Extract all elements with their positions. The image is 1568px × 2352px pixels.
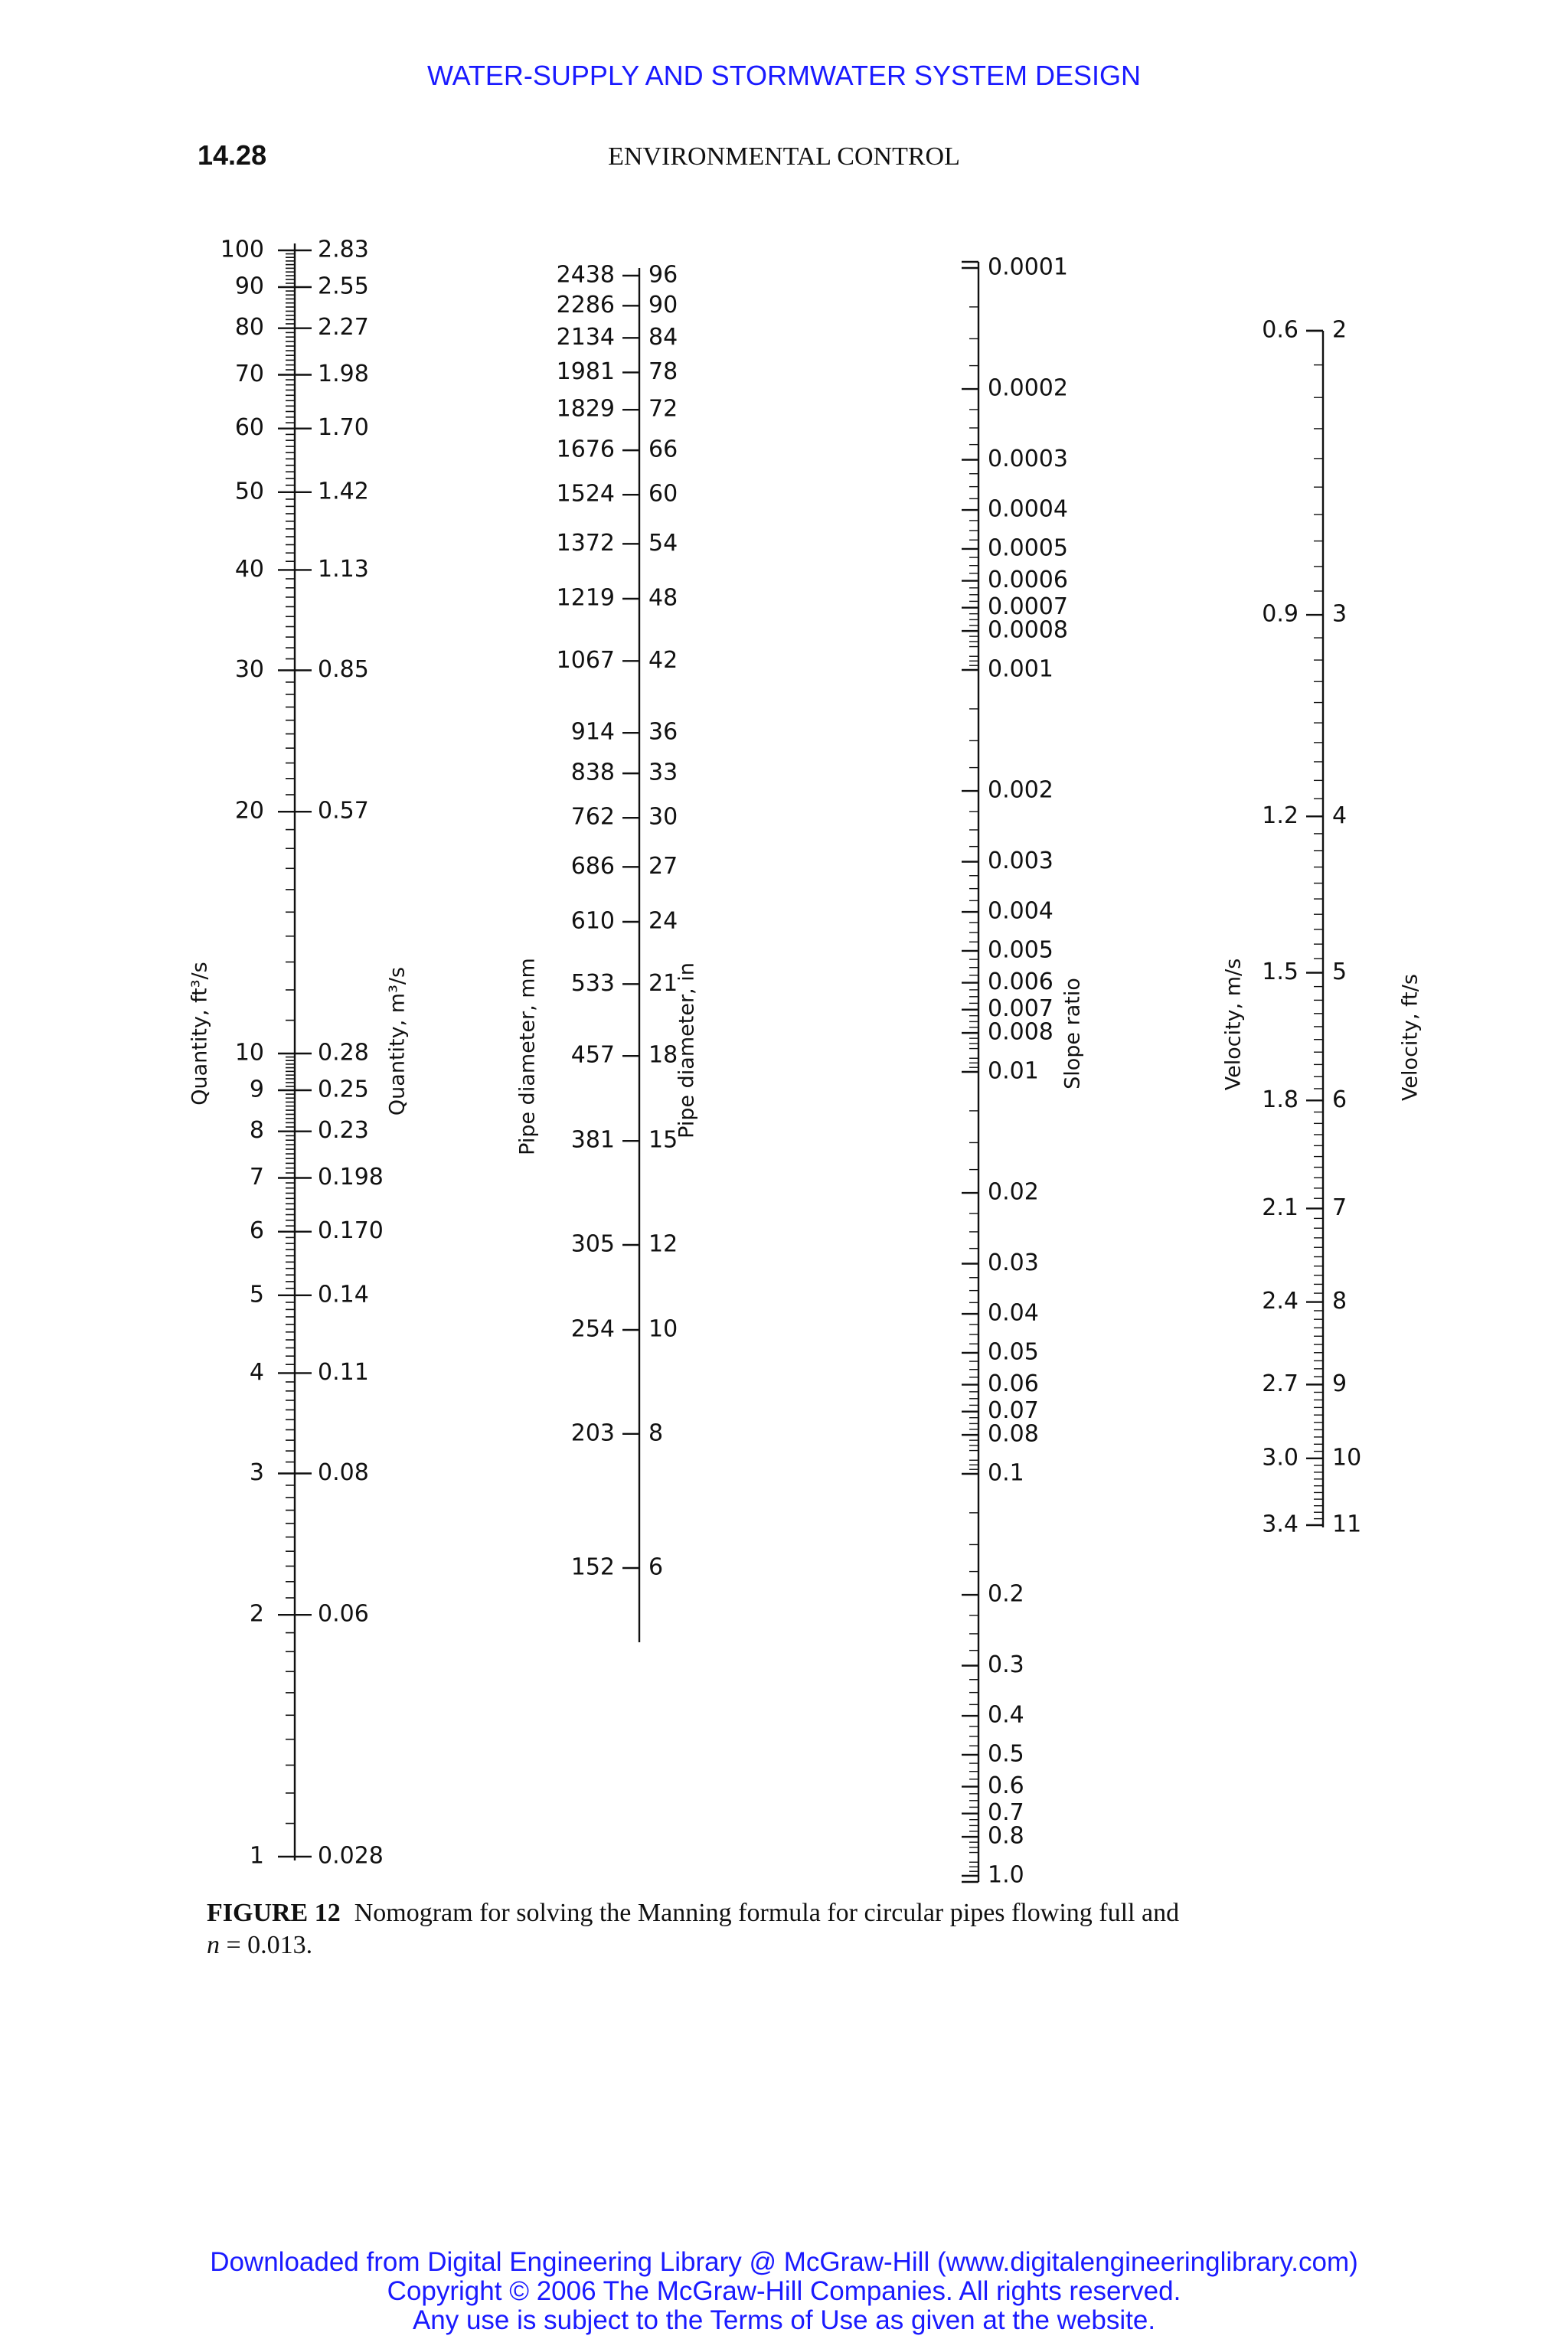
quantity-ft3s-tick-label: 1	[249, 1842, 264, 1870]
quantity-m3s-tick-label: 2.83	[318, 236, 369, 263]
velocity-ms-tick-label: 2.1	[1262, 1194, 1298, 1221]
slope-tick-label: 0.06	[988, 1370, 1039, 1398]
quantity-ft3s-tick-label: 4	[249, 1358, 264, 1386]
quantity-m3s-tick-label: 0.14	[318, 1281, 369, 1308]
pipe-diameter-mm-tick-label: 533	[570, 969, 615, 997]
velocity-fts-tick-label: 7	[1332, 1194, 1348, 1221]
velocity-ms-tick-label: 1.5	[1262, 958, 1298, 985]
slope-tick-label: 0.007	[988, 995, 1054, 1023]
footer-line-3: Any use is subject to the Terms of Use as given at the website.	[412, 2305, 1156, 2335]
slope-tick-label: 0.01	[988, 1057, 1039, 1085]
quantity-ft3s-tick-label: 20	[234, 797, 264, 825]
quantity-m3s-tick-label: 0.28	[318, 1039, 369, 1067]
pipe-diameter-in-axis-title: Pipe diameter, in	[675, 962, 699, 1138]
slope-tick-label: 0.0004	[988, 495, 1068, 523]
pipe-diameter-in-tick-label: 90	[648, 291, 678, 318]
slope-tick-label: 0.0003	[988, 445, 1068, 472]
figure-label: FIGURE 12	[207, 1899, 341, 1927]
pipe-diameter-mm-tick-label: 1676	[556, 436, 615, 463]
quantity-ft3s-tick-label: 3	[249, 1459, 264, 1486]
pipe-diameter-mm-tick-label: 381	[570, 1126, 615, 1154]
quantity-ft3s-tick-label: 40	[234, 555, 264, 583]
quantity-m3s-tick-label: 2.55	[318, 273, 369, 300]
figure-caption-text: Nomogram for solving the Manning formula for circular pipes flowing full and	[354, 1899, 1180, 1927]
pipe-diameter-in-tick-label: 60	[648, 480, 678, 508]
slope-tick-label: 0.005	[988, 936, 1054, 964]
footer	[0, 2248, 1568, 2335]
velocity-fts-tick-label: 11	[1332, 1511, 1362, 1538]
slope-tick-label: 0.001	[988, 655, 1054, 683]
pipe-diameter-mm-tick-label: 2286	[556, 291, 615, 318]
pipe-diameter-mm-tick-label: 457	[570, 1041, 615, 1069]
quantity-m3s-tick-label: 0.57	[318, 797, 369, 825]
pipe-diameter-in-tick-label: 12	[648, 1230, 678, 1258]
quantity-ft3s-tick-label: 60	[234, 414, 264, 442]
pipe-diameter-mm-tick-label: 762	[570, 803, 615, 831]
pipe-diameter-in-tick-label: 84	[648, 323, 678, 351]
quantity-m3s-tick-label: 0.198	[318, 1163, 384, 1191]
pipe-diameter-in-tick-label: 96	[648, 261, 678, 289]
slope-tick-label: 0.0007	[988, 593, 1068, 621]
quantity-ft3s-tick-label: 100	[220, 236, 264, 263]
velocity-fts-axis-title: Velocity, ft/s	[1398, 974, 1423, 1101]
quantity-m3s-tick-label: 0.25	[318, 1076, 369, 1103]
quantity-m3s-tick-label: 0.11	[318, 1358, 369, 1386]
quantity-m3s-tick-label: 0.85	[318, 655, 369, 683]
quantity-ft3s-tick-label: 70	[234, 360, 264, 387]
velocity-fts-tick-label: 6	[1332, 1086, 1348, 1113]
slope-tick-label: 0.008	[988, 1018, 1054, 1046]
pipe-diameter-in-tick-label: 21	[648, 969, 678, 997]
pipe-diameter-mm-axis-title: Pipe diameter, mm	[515, 958, 540, 1155]
slope-tick-label: 0.5	[988, 1740, 1024, 1768]
quantity-ft3s-axis-title: Quantity, ft³/s	[188, 962, 212, 1106]
pipe-diameter-in-tick-label: 27	[648, 852, 678, 880]
pipe-diameter-mm-tick-label: 1067	[556, 646, 615, 674]
velocity-fts-tick-label: 2	[1332, 316, 1348, 344]
pipe-diameter-mm-tick-label: 610	[570, 907, 615, 935]
pipe-diameter-mm-tick-label: 1372	[556, 529, 615, 557]
velocity-ms-tick-label: 3.0	[1262, 1444, 1298, 1472]
velocity-ms-axis-title: Velocity, m/s	[1221, 958, 1246, 1091]
quantity-ft3s-tick-label: 7	[249, 1163, 264, 1191]
footer-line-1: Downloaded from Digital Engineering Library @ McGraw-Hill (www.digitalengineeringlibrary.com)	[210, 2247, 1358, 2277]
velocity-ms-tick-label: 2.7	[1262, 1370, 1298, 1397]
slope-tick-label: 0.03	[988, 1249, 1039, 1276]
quantity-ft3s-tick-label: 5	[249, 1281, 264, 1308]
quantity-ft3s-tick-label: 8	[249, 1117, 264, 1145]
quantity-ft3s-tick-label: 2	[249, 1600, 264, 1628]
slope-tick-label: 0.07	[988, 1397, 1039, 1425]
pipe-diameter-in-tick-label: 10	[648, 1315, 678, 1343]
slope-tick-label: 0.6	[988, 1772, 1024, 1800]
velocity-fts-tick-label: 3	[1332, 600, 1348, 628]
chapter-banner: WATER-SUPPLY AND STORMWATER SYSTEM DESIGN	[426, 60, 1142, 91]
slope-tick-label: 0.004	[988, 897, 1054, 925]
pipe-diameter-mm-tick-label: 914	[570, 718, 615, 746]
slope-tick-label: 0.05	[988, 1338, 1039, 1366]
pipe-diameter-mm-tick-label: 152	[570, 1553, 615, 1581]
pipe-diameter-mm-tick-label: 838	[570, 759, 615, 786]
pipe-diameter-in-tick-label: 30	[648, 803, 678, 831]
pipe-diameter-mm-tick-label: 1829	[556, 395, 615, 423]
quantity-ft3s-tick-label: 50	[234, 478, 264, 505]
quantity-ft3s-tick-label: 9	[249, 1076, 264, 1103]
pipe-diameter-in-tick-label: 48	[648, 584, 678, 612]
slope-tick-label: 0.4	[988, 1701, 1024, 1729]
running-head: ENVIRONMENTAL CONTROL	[608, 142, 960, 171]
pipe-diameter-in-tick-label: 24	[648, 907, 678, 935]
quantity-ft3s-tick-label: 6	[249, 1217, 264, 1245]
page-number: 14.28	[198, 139, 267, 171]
velocity-fts-tick-label: 5	[1332, 958, 1348, 985]
pipe-diameter-mm-tick-label: 1524	[556, 480, 615, 508]
pipe-diameter-mm-tick-label: 305	[570, 1230, 615, 1258]
quantity-m3s-tick-label: 0.23	[318, 1117, 369, 1145]
quantity-m3s-tick-label: 1.13	[318, 555, 369, 583]
pipe-diameter-in-tick-label: 15	[648, 1126, 678, 1154]
slope-tick-label: 0.0001	[988, 253, 1068, 281]
pipe-diameter-in-tick-label: 72	[648, 395, 678, 423]
pipe-diameter-mm-tick-label: 2438	[556, 261, 615, 289]
quantity-m3s-tick-label: 0.08	[318, 1459, 369, 1486]
velocity-ms-tick-label: 3.4	[1262, 1511, 1298, 1538]
slope-tick-label: 0.002	[988, 776, 1054, 804]
pipe-diameter-in-tick-label: 66	[648, 436, 678, 463]
velocity-ms-tick-label: 1.2	[1262, 802, 1298, 829]
velocity-ms-tick-label: 0.6	[1262, 316, 1298, 344]
pipe-diameter-mm-tick-label: 2134	[556, 323, 615, 351]
slope-tick-label: 0.003	[988, 847, 1054, 874]
quantity-m3s-tick-label: 1.98	[318, 360, 369, 387]
pipe-diameter-in-tick-label: 18	[648, 1041, 678, 1069]
slope-axis-title: Slope ratio	[1060, 978, 1085, 1089]
caption-variable: n	[207, 1931, 220, 1959]
pipe-diameter-in-tick-label: 8	[648, 1419, 664, 1447]
quantity-ft3s-tick-label: 30	[234, 655, 264, 683]
pipe-diameter-mm-tick-label: 203	[570, 1419, 615, 1447]
quantity-ft3s-tick-label: 10	[234, 1039, 264, 1067]
quantity-m3s-tick-label: 1.42	[318, 478, 369, 505]
slope-tick-label: 0.0008	[988, 616, 1068, 644]
slope-tick-label: 0.3	[988, 1651, 1024, 1678]
figure-caption	[207, 1897, 1363, 1962]
pipe-diameter-in-tick-label: 42	[648, 646, 678, 674]
slope-tick-label: 0.0002	[988, 374, 1068, 402]
quantity-m3s-tick-label: 0.028	[318, 1842, 384, 1870]
slope-tick-label: 0.7	[988, 1799, 1024, 1827]
velocity-fts-tick-label: 4	[1332, 802, 1348, 829]
velocity-ms-tick-label: 1.8	[1262, 1086, 1298, 1113]
slope-tick-label: 0.8	[988, 1822, 1024, 1850]
slope-tick-label: 0.006	[988, 969, 1054, 996]
slope-tick-label: 1.0	[988, 1861, 1024, 1889]
velocity-fts-tick-label: 8	[1332, 1288, 1348, 1315]
slope-tick-label: 0.0005	[988, 534, 1068, 562]
pipe-diameter-in-tick-label: 54	[648, 529, 678, 557]
pipe-diameter-mm-tick-label: 1981	[556, 358, 615, 385]
quantity-m3s-tick-label: 1.70	[318, 414, 369, 442]
slope-tick-label: 0.0006	[988, 567, 1068, 594]
quantity-m3s-tick-label: 0.170	[318, 1217, 384, 1245]
quantity-ft3s-tick-label: 80	[234, 314, 264, 341]
quantity-m3s-axis-title: Quantity, m³/s	[385, 966, 410, 1116]
slope-tick-label: 0.08	[988, 1420, 1039, 1448]
pipe-diameter-in-tick-label: 33	[648, 759, 678, 786]
quantity-ft3s-tick-label: 90	[234, 273, 264, 300]
pipe-diameter-in-tick-label: 6	[648, 1553, 664, 1581]
slope-tick-label: 0.2	[988, 1580, 1024, 1608]
slope-tick-label: 0.02	[988, 1178, 1039, 1206]
quantity-m3s-tick-label: 2.27	[318, 314, 369, 341]
quantity-m3s-tick-label: 0.06	[318, 1600, 369, 1628]
pipe-diameter-mm-tick-label: 686	[570, 852, 615, 880]
pipe-diameter-mm-tick-label: 254	[570, 1315, 615, 1343]
pipe-diameter-in-tick-label: 78	[648, 358, 678, 385]
velocity-ms-tick-label: 0.9	[1262, 600, 1298, 628]
footer-line-2: Copyright © 2006 The McGraw-Hill Companies. All rights reserved.	[387, 2276, 1181, 2306]
pipe-diameter-mm-tick-label: 1219	[556, 584, 615, 612]
velocity-fts-tick-label: 10	[1332, 1444, 1362, 1472]
caption-equation: = 0.013.	[220, 1931, 313, 1959]
velocity-fts-tick-label: 9	[1332, 1370, 1348, 1397]
slope-tick-label: 0.04	[988, 1299, 1039, 1327]
pipe-diameter-in-tick-label: 36	[648, 718, 678, 746]
velocity-ms-tick-label: 2.4	[1262, 1288, 1298, 1315]
slope-tick-label: 0.1	[988, 1459, 1024, 1487]
